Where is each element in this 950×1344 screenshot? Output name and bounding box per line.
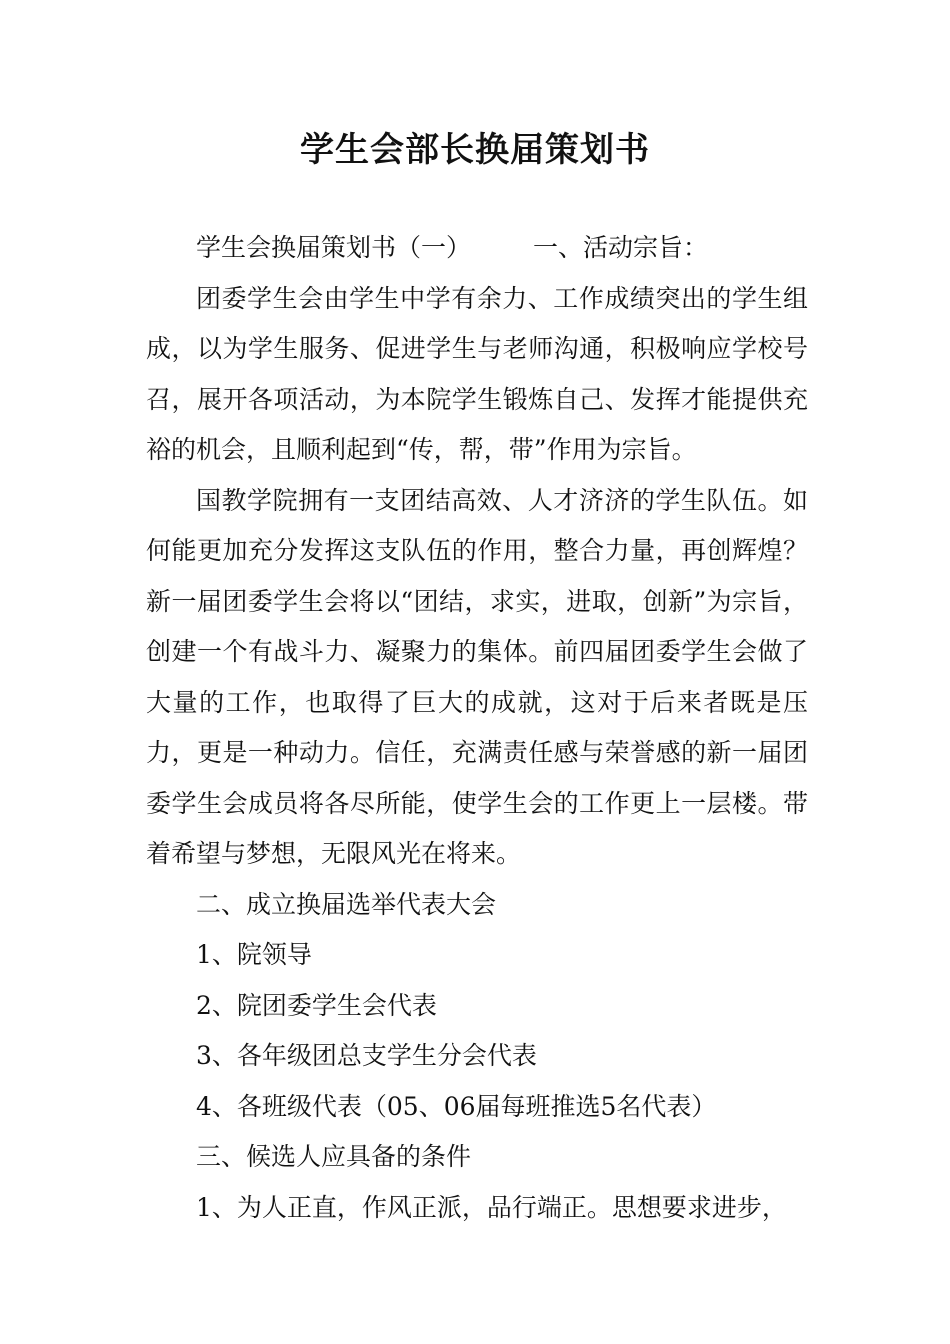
list-item: 3、各年级团总支学生分会代表 <box>196 1041 537 1070</box>
intro-line <box>146 223 808 274</box>
document-title: 学生会部长换届策划书 <box>300 130 650 170</box>
paragraph-purpose: 团委学生会由学生中学有余力、工作成绩突出的学生组成，以为学生服务、促进学生与老师沟通，积极响应学校号召，展开各项活动，为本院学生锻炼自己、发挥才能提供充裕的机会，且顺利起到“传，帮，带”作用为宗旨。 <box>146 283 808 464</box>
section-heading-purpose: 一、活动宗旨： <box>533 233 709 262</box>
section-heading-candidates: 三、候选人应具备的条件 <box>196 1142 472 1171</box>
document-body <box>146 223 808 1233</box>
list-item: 4、各班级代表（05、06届每班推选5名代表） <box>196 1091 717 1121</box>
document-subtitle: 学生会换届策划书（一） <box>196 233 472 262</box>
list-item: 1、院领导 <box>196 940 312 969</box>
list-item: 1、为人正直，作风正派，品行端正。思想要求进步， <box>196 1192 787 1222</box>
section-heading-assembly: 二、成立换届选举代表大会 <box>196 889 497 919</box>
paragraph-team: 国教学院拥有一支团结高效、人才济济的学生队伍。如何能更加充分发挥这支队伍的作用，整合力量，再创辉煌？新一届团委学生会将以“团结，求实，进取，创新”为宗旨，创建一个有战斗力、凝聚力的集体。前四届团委学生会做了大量的工作，也取得了巨大的成就，这对于后来者既是压力，更是一种动力。信任，充满责任感与荣誉感的新一届团委学生会成员将各尽所能，使学生会的工作更上一层楼。带着希望与梦想，无限风光在将来。 <box>146 485 808 868</box>
list-item: 2、院团委学生会代表 <box>196 990 437 1020</box>
